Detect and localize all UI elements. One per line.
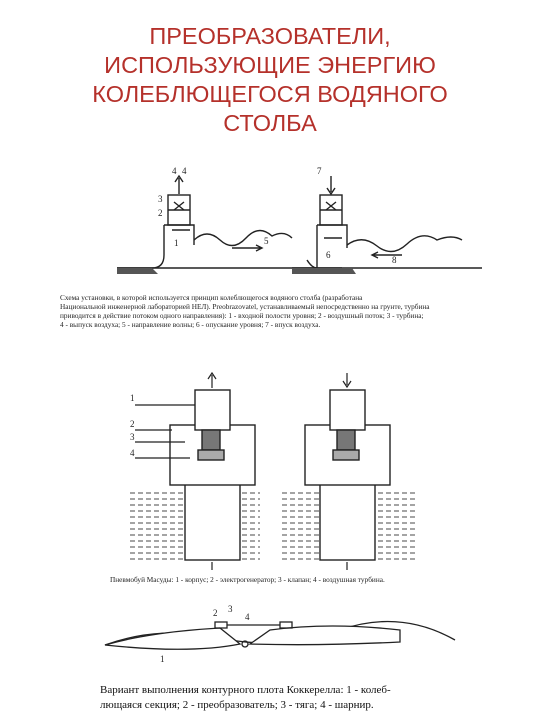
label-3: 3 (130, 432, 135, 442)
cockerell-raft-diagram (100, 600, 460, 675)
figure1-caption (60, 293, 490, 329)
figure3-caption-line-1: Вариант выполнения контурного плота Коккерелла: 1 - колеб- (100, 684, 391, 696)
title-line-4: СТОЛБА (223, 110, 317, 136)
owc-shore-diagram (112, 160, 482, 280)
label-6: 6 (326, 250, 331, 260)
figure1-caption-line-2: Национальной инженерной лабораторией НЕЛ). Preobrazovatel, устанавливаемый непосредственно на грунте, турбина (60, 302, 430, 311)
figure3-caption (100, 683, 490, 713)
label-4a: 4 (172, 166, 177, 176)
label-2: 2 (130, 419, 135, 429)
label-4b: 4 (182, 166, 187, 176)
page-title (20, 22, 520, 138)
label-3: 3 (228, 604, 233, 614)
label-4: 4 (245, 612, 250, 622)
label-1: 1 (130, 393, 135, 403)
label-2: 2 (158, 208, 163, 218)
title-line-2: ИСПОЛЬЗУЮЩИЕ ЭНЕРГИЮ (104, 52, 436, 78)
masuda-buoy-diagram (130, 370, 420, 575)
label-7: 7 (317, 166, 322, 176)
figure1-caption-line-4: 4 - выпуск воздуха; 5 - направление волны; 6 - опускание уровня; 7 - впуск воздуха. (60, 320, 321, 329)
title-line-1: ПРЕОБРАЗОВАТЕЛИ, (149, 23, 391, 49)
figure3-caption-line-2: лющаяся секция; 2 - преобразователь; 3 - тяга; 4 - шарнир. (100, 699, 374, 711)
figure1-caption-line-3: приводится в действие потоком одного направления): 1 - входной полости уровня; 2 - воздушный поток; 3 - турбина; (60, 311, 424, 320)
label-3: 3 (158, 194, 163, 204)
label-1: 1 (160, 654, 165, 664)
label-5: 5 (264, 236, 269, 246)
label-1: 1 (174, 238, 179, 248)
title-line-3: КОЛЕБЛЮЩЕГОСЯ ВОДЯНОГО (92, 81, 448, 107)
label-2: 2 (213, 608, 218, 618)
label-4: 4 (130, 448, 135, 458)
label-8: 8 (392, 255, 397, 265)
figure2-caption: Пневмобуй Масуды: 1 - корпус; 2 - электрогенератор; 3 - клапан; 4 - воздушная турбина. (110, 575, 385, 584)
figure1-caption-line-1: Схема установки, в которой используется принцип колеблющегося водяного столба (разработана (60, 293, 363, 302)
